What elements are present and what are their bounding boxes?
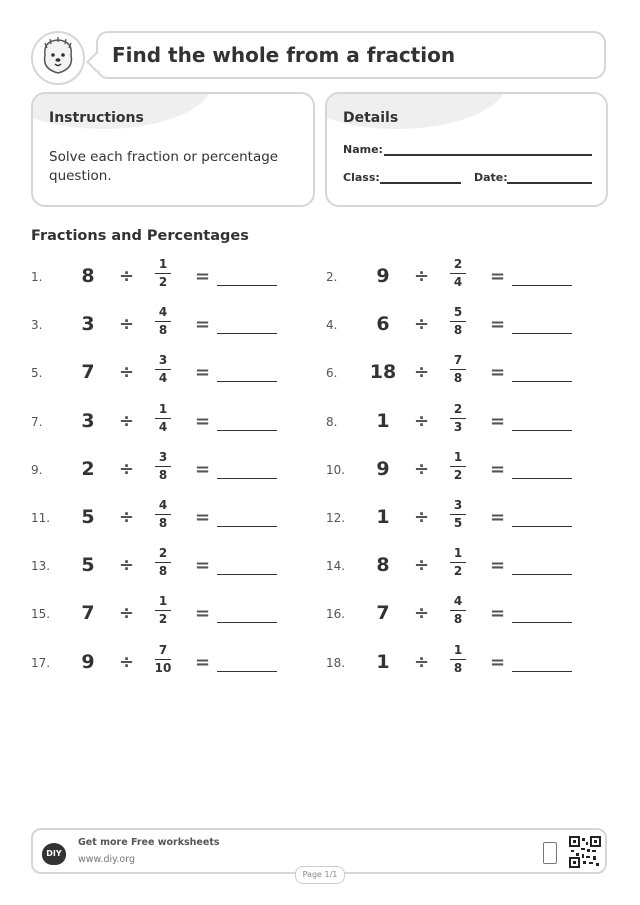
date-field[interactable]: [507, 182, 592, 184]
denominator: 5: [453, 516, 463, 530]
numerator: 1: [158, 594, 168, 609]
answer-field[interactable]: [512, 574, 572, 575]
question-item: [31, 642, 301, 686]
whole-number: 8: [81, 265, 95, 287]
whole-number: 8: [376, 554, 390, 577]
divide-sign: ÷: [119, 555, 135, 577]
equals-sign: =: [195, 507, 211, 528]
equals-sign: =: [195, 603, 211, 625]
numerator: 1: [158, 257, 168, 271]
question-number: 15.: [31, 607, 51, 622]
divide-sign: ÷: [119, 410, 135, 432]
question-number: 10.: [326, 462, 346, 477]
equals-sign: =: [195, 555, 211, 577]
diy-logo: DIY: [42, 843, 66, 865]
question-item: [326, 449, 596, 493]
denominator: 10: [154, 660, 172, 675]
fraction: [443, 304, 473, 339]
denominator: 3: [453, 419, 463, 434]
question-item: [326, 545, 596, 589]
denominator: 2: [453, 467, 463, 482]
fraction: [148, 304, 178, 339]
divide-sign: ÷: [119, 603, 135, 625]
page-indicator: Page 1/1: [295, 866, 345, 884]
answer-field[interactable]: [512, 622, 572, 623]
question-number: 18.: [326, 655, 346, 670]
answer-field[interactable]: [217, 285, 277, 286]
fraction: [148, 497, 178, 532]
fraction: [148, 545, 178, 580]
numerator: 5: [453, 305, 463, 320]
fraction: [148, 449, 178, 484]
question-number: 8.: [326, 414, 338, 429]
divide-sign: ÷: [414, 314, 430, 336]
divide-sign: ÷: [119, 266, 135, 287]
mascot-avatar: [31, 31, 85, 85]
equals-sign: =: [195, 266, 211, 287]
whole-number: 7: [376, 602, 390, 625]
whole-number: 5: [81, 506, 95, 528]
answer-field[interactable]: [512, 478, 572, 479]
answer-field[interactable]: [217, 381, 277, 382]
question-number: 4.: [326, 318, 338, 333]
denominator: 8: [453, 323, 463, 338]
denominator: 4: [158, 371, 168, 386]
footer-promo: Get more Free worksheets: [78, 837, 220, 848]
whole-number: 7: [81, 602, 95, 625]
question-number: 9.: [31, 462, 43, 477]
instructions-card: [31, 92, 315, 207]
denominator: 8: [158, 323, 168, 338]
denominator: 8: [158, 564, 168, 579]
numerator: 1: [453, 642, 463, 657]
answer-field[interactable]: [217, 478, 277, 479]
answer-field[interactable]: [217, 333, 277, 334]
question-item: [31, 352, 301, 396]
answer-field[interactable]: [512, 430, 572, 431]
numerator: 1: [158, 401, 168, 416]
answer-field[interactable]: [217, 526, 277, 527]
title-banner: [96, 31, 606, 79]
equals-sign: =: [490, 314, 506, 336]
fraction: [443, 545, 473, 580]
question-item: [326, 401, 596, 445]
denominator: 2: [158, 275, 168, 289]
instructions-text: Solve each fraction or percentage question.: [49, 149, 279, 184]
answer-field[interactable]: [217, 574, 277, 575]
answer-field[interactable]: [512, 526, 572, 527]
answer-field[interactable]: [512, 671, 572, 672]
divide-sign: ÷: [119, 458, 135, 480]
question-item: [326, 256, 596, 300]
question-number: 3.: [31, 318, 43, 333]
equals-sign: =: [490, 603, 506, 625]
question-number: 14.: [326, 559, 346, 574]
numerator: 3: [158, 353, 168, 368]
question-number: 12.: [326, 511, 346, 525]
question-item: [326, 304, 596, 348]
equals-sign: =: [490, 555, 506, 577]
whole-number: 9: [376, 457, 390, 480]
equals-sign: =: [490, 362, 506, 384]
whole-number: 9: [376, 265, 390, 287]
divide-sign: ÷: [119, 314, 135, 336]
fraction: [148, 401, 178, 436]
numerator: 3: [453, 498, 463, 512]
answer-field[interactable]: [217, 430, 277, 431]
divide-sign: ÷: [119, 362, 135, 384]
denominator: 2: [158, 612, 168, 627]
numerator: 7: [453, 353, 463, 368]
equals-sign: =: [195, 410, 211, 432]
fraction: [443, 401, 473, 436]
denominator: 8: [453, 371, 463, 386]
question-number: 16.: [326, 607, 346, 622]
fraction: [443, 593, 473, 628]
whole-number: 9: [81, 650, 95, 673]
whole-number: 1: [376, 506, 390, 528]
fraction: [443, 256, 473, 291]
question-number: 11.: [31, 511, 51, 525]
phone-icon: [543, 842, 557, 864]
divide-sign: ÷: [414, 507, 430, 528]
fraction: [148, 642, 178, 677]
whole-number: 7: [81, 361, 95, 384]
numerator: 7: [158, 642, 168, 657]
numerator: 4: [158, 498, 168, 512]
section-title: Fractions and Percentages: [31, 228, 249, 244]
numerator: 1: [453, 546, 463, 561]
whole-number: 18: [369, 361, 397, 384]
fraction: [443, 449, 473, 484]
divide-sign: ÷: [119, 651, 135, 673]
numerator: 2: [453, 401, 463, 416]
answer-field[interactable]: [512, 381, 572, 382]
answer-field[interactable]: [512, 285, 572, 286]
whole-number: 2: [81, 457, 95, 480]
numerator: 2: [158, 546, 168, 561]
footer-url[interactable]: www.diy.org: [78, 854, 135, 865]
class-label: Class:: [343, 171, 380, 184]
whole-number: 3: [81, 313, 95, 336]
divide-sign: ÷: [414, 603, 430, 625]
fraction: [148, 256, 178, 291]
question-number: 7.: [31, 414, 43, 429]
denominator: 4: [158, 419, 168, 434]
question-item: [326, 352, 596, 396]
divide-sign: ÷: [414, 266, 430, 287]
equals-sign: =: [195, 314, 211, 336]
question-item: [31, 401, 301, 445]
question-number: 5.: [31, 366, 43, 381]
question-number: 17.: [31, 655, 51, 670]
whole-number: 1: [376, 650, 390, 673]
details-heading: Details: [343, 110, 399, 126]
question-item: [31, 545, 301, 589]
numerator: 2: [453, 257, 463, 271]
denominator: 8: [453, 612, 463, 627]
class-field[interactable]: [380, 182, 461, 184]
question-item: [31, 256, 301, 300]
divide-sign: ÷: [414, 362, 430, 384]
date-label: Date:: [474, 171, 508, 184]
question-number: 6.: [326, 366, 338, 381]
whole-number: 3: [81, 409, 95, 432]
equals-sign: =: [195, 651, 211, 673]
equals-sign: =: [195, 362, 211, 384]
numerator: 1: [453, 449, 463, 464]
denominator: 4: [453, 275, 463, 289]
equals-sign: =: [195, 458, 211, 480]
whole-number: 5: [81, 554, 95, 577]
answer-field[interactable]: [217, 622, 277, 623]
whole-number: 6: [376, 313, 390, 336]
equals-sign: =: [490, 458, 506, 480]
fraction: [443, 497, 473, 532]
question-item: [31, 497, 301, 541]
whole-number: 1: [376, 409, 390, 432]
question-number: 13.: [31, 559, 51, 574]
question-number: 2.: [326, 270, 338, 284]
name-field[interactable]: [384, 154, 592, 156]
qr-code-icon: [569, 836, 601, 868]
divide-sign: ÷: [414, 410, 430, 432]
answer-field[interactable]: [512, 333, 572, 334]
fraction: [443, 642, 473, 677]
fraction: [148, 593, 178, 628]
equals-sign: =: [490, 651, 506, 673]
question-item: [326, 642, 596, 686]
question-item: [31, 593, 301, 637]
page-title: Find the whole from a fraction: [112, 43, 456, 67]
instructions-heading: Instructions: [49, 110, 144, 126]
denominator: 8: [158, 516, 168, 530]
denominator: 2: [453, 564, 463, 579]
question-item: [31, 304, 301, 348]
question-number: 1.: [31, 270, 43, 284]
details-card: [325, 92, 608, 207]
denominator: 8: [453, 660, 463, 675]
numerator: 4: [158, 305, 168, 320]
equals-sign: =: [490, 507, 506, 528]
equals-sign: =: [490, 266, 506, 287]
mascot-icon: [33, 33, 83, 83]
divide-sign: ÷: [119, 507, 135, 528]
fraction: [443, 352, 473, 387]
answer-field[interactable]: [217, 671, 277, 672]
fraction: [148, 352, 178, 387]
divide-sign: ÷: [414, 458, 430, 480]
equals-sign: =: [490, 410, 506, 432]
denominator: 8: [158, 467, 168, 482]
question-item: [326, 497, 596, 541]
divide-sign: ÷: [414, 651, 430, 673]
numerator: 3: [158, 449, 168, 464]
question-item: [326, 593, 596, 637]
divide-sign: ÷: [414, 555, 430, 577]
name-label: Name:: [343, 143, 383, 156]
question-item: [31, 449, 301, 493]
numerator: 4: [453, 594, 463, 609]
